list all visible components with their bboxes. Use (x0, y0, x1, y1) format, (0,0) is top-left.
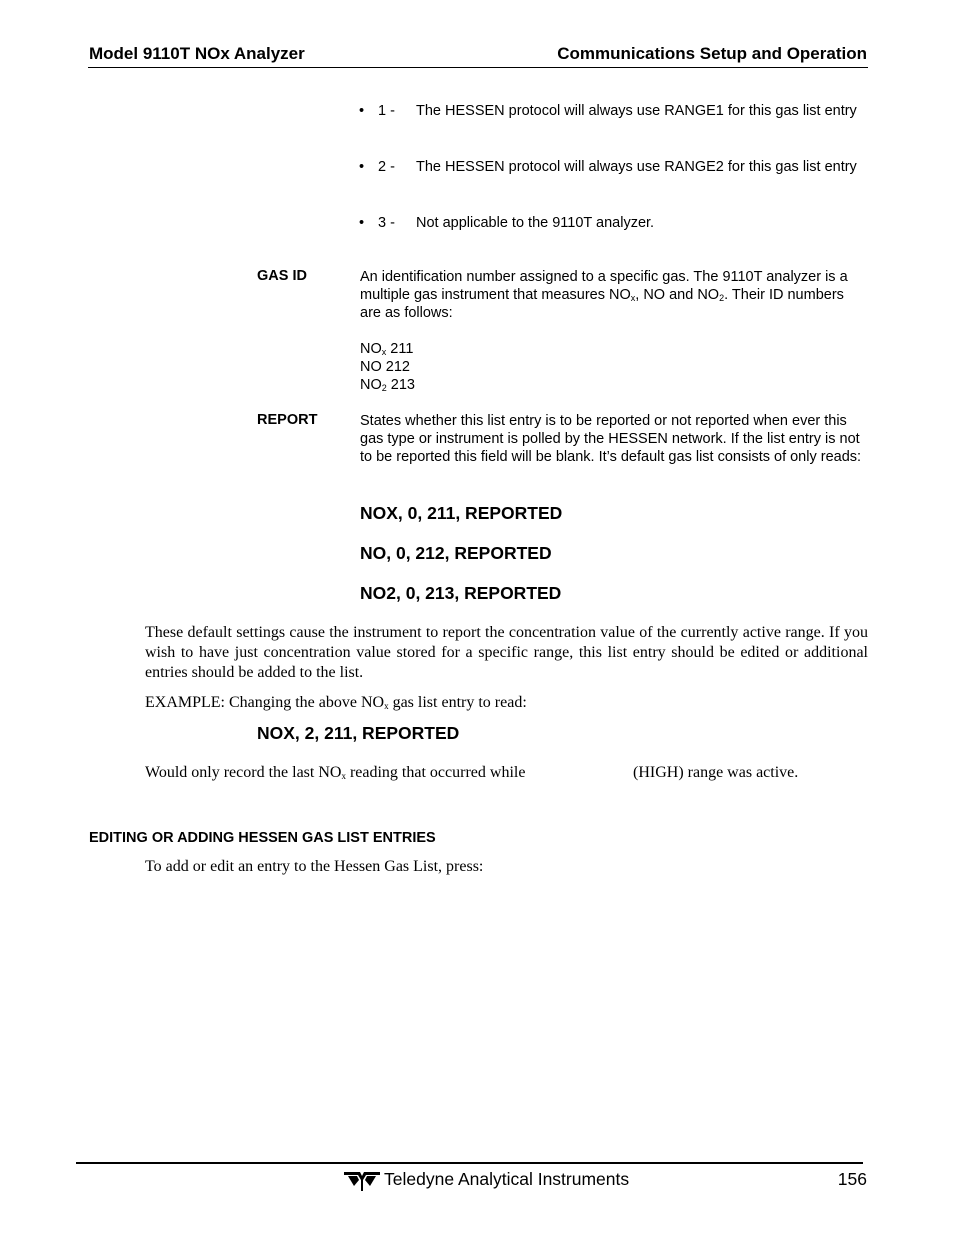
bullet-number: 1 - (378, 103, 395, 119)
gas-id-no2: $NO_2$ 213 (360, 377, 415, 393)
section-text: To add or edit an entry to the Hessen Gas List, press: (145, 858, 484, 875)
default-entry-nox: NOX, 0, 211, REPORTED (360, 503, 563, 523)
example-line: EXAMPLE: Changing the above $NO_x$ gas list entry to read: (145, 694, 527, 711)
bullet-text: The HESSEN protocol will always use RANGE1 for this gas list entry (416, 103, 857, 119)
default-entry-no2: NO2, 0, 213, REPORTED (360, 583, 562, 603)
would-only-line-end: (HIGH) range was active. (633, 764, 799, 781)
footer-company: Teledyne Analytical Instruments (384, 1169, 630, 1189)
footer-page-number: 156 (837, 1169, 867, 1189)
report-description: States whether this list entry is to be reported or not reported when ever this gas type or instrument is polled by the HESSEN network. If the list entry is not to be reported this field will be blank. It’s default gas list consists of only reads: (360, 413, 862, 465)
bullet-text: Not applicable to the 9110T analyzer. (416, 215, 655, 231)
gas-id-nox: $NO_x$ 211 (360, 341, 414, 357)
section-heading: EDITING OR ADDING HESSEN GAS LIST ENTRIES (89, 830, 436, 846)
bullet-number: 3 - (378, 215, 395, 231)
header-left-title: Model 9110T NOx Analyzer (89, 44, 305, 63)
bullet-dot: • (359, 159, 365, 175)
bullet-item-1 (359, 102, 857, 138)
bullet-dot: • (359, 103, 365, 119)
bullet-dot: • (359, 215, 365, 231)
header-rule (88, 67, 868, 68)
report-term: REPORT (257, 412, 318, 428)
bullet-item-3 (359, 214, 854, 232)
default-entry-no: NO, 0, 212, REPORTED (360, 543, 552, 563)
example-entry: NOX, 2, 211, REPORTED (257, 723, 460, 743)
bullet-text: The HESSEN protocol will always use RANGE2 for this gas list entry (416, 159, 857, 175)
header-right-title: Communications Setup and Operation (557, 44, 867, 63)
gas-id-term: GAS ID (257, 268, 307, 284)
gas-id-no: NO 212 (360, 359, 410, 375)
default-settings-paragraph: These default settings cause the instrument to report the concentration value of the currently active range. If you wish to have just concentration value stored for a specific range, this list entry should be edited or additional entries should be added to the list. (145, 624, 868, 681)
bullet-item-2 (359, 158, 857, 194)
footer-rule (76, 1162, 863, 1164)
teledyne-logo-icon (344, 1170, 380, 1192)
bullet-number: 2 - (378, 159, 395, 175)
gas-id-description: An identification number assigned to a specific gas. The 9110T analyzer is a multiple gas instrument that measures $NO_x$, NO and $NO_2$. Their ID numbers are as follows: (360, 269, 848, 321)
would-only-line: Would only record the last $NO_x$ reading that occurred while (145, 764, 526, 781)
